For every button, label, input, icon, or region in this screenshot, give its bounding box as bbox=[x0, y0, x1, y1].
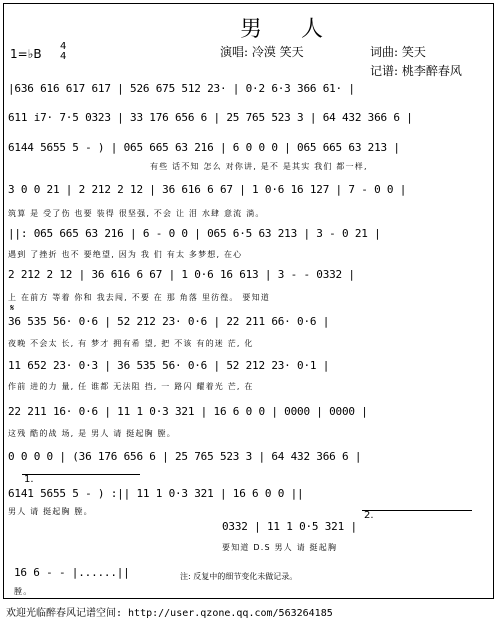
transcriber-credit: 记谱: 桃李醉春风 bbox=[370, 64, 462, 78]
score-line-13: 16 6 - - |......|| bbox=[14, 566, 130, 579]
score-line-7: 36 535 56· 0·6 | 52 212 23· 0·6 | 22 211 66· 0·6 | bbox=[8, 315, 330, 328]
volta-2-bracket bbox=[362, 510, 472, 511]
score-line-6: 2 212 2 12 | 36 616 6 67 | 1 0·6 16 613 | 3 - - 0332 | bbox=[8, 268, 355, 281]
lyric-line-11: 男人 请 挺起胸 膛。 bbox=[8, 507, 93, 516]
lyric-line-7: 夜晚 不会太 长, 有 梦才 拥有希 望, 把 不该 有的迷 茫, 化 bbox=[8, 339, 254, 348]
lyric-line-9: 这残 酷的战 场, 是 男人 请 挺起胸 膛。 bbox=[8, 429, 176, 438]
score-line-12: 0332 | 11 1 0·5 321 | bbox=[222, 520, 357, 533]
key-signature: 1=♭B bbox=[10, 47, 42, 61]
lyricist-credit: 词曲: 笑天 bbox=[370, 45, 426, 59]
lyric-line-3: 有些 话不知 怎么 对你讲, 是不 是其实 我们 都一样, bbox=[150, 162, 368, 171]
singer-credit: 演唱: 冷漠 笑天 bbox=[220, 45, 304, 59]
footer-credit: 欢迎光临醉春风记谱空间: http://user.qzone.qq.com/563264185 bbox=[6, 608, 333, 619]
score-line-3: 6144 5655 5 - ) | 065 665 63 216 | 6 0 0 0 | 065 665 63 213 | bbox=[8, 141, 400, 154]
lyric-line-12: 要知道 D.S 男人 请 挺起胸 bbox=[222, 543, 338, 552]
volta-1-label: 1. bbox=[24, 474, 34, 485]
lyric-line-5: 遇到 了挫折 也不 要绝望, 因为 我 们 有太 多梦想, 在心 bbox=[8, 250, 243, 259]
time-signature-bottom: 4 bbox=[60, 51, 67, 62]
remark-note: 注: 反复中的细节变化未做记录。 bbox=[180, 572, 298, 581]
volta-1-bracket bbox=[22, 474, 140, 475]
score-line-2: 611 i7· 7·5 0323 | 33 176 656 6 | 25 765 523 3 | 64 432 366 6 | bbox=[8, 111, 413, 124]
segno-sign: 𝄋 bbox=[10, 303, 15, 314]
lyric-line-6: 上 在前方 等着 你和 我去闯, 不要 在 那 角落 里彷徨。 要知道 bbox=[8, 293, 270, 302]
volta-2-label: 2. bbox=[364, 510, 374, 521]
score-line-8: 11 652 23· 0·3 | 36 535 56· 0·6 | 52 212 23· 0·1 | bbox=[8, 359, 330, 372]
lyric-line-13: 膛。 bbox=[14, 587, 33, 596]
lyric-line-8: 作前 进的力 量, 任 谁都 无法阻 挡, 一 路闪 耀着光 芒, 在 bbox=[8, 382, 254, 391]
score-line-9: 22 211 16· 0·6 | 11 1 0·3 321 | 16 6 0 0 | 0000 | 0000 | bbox=[8, 405, 368, 418]
time-signature bbox=[60, 42, 66, 62]
song-title: 男 人 bbox=[240, 17, 339, 42]
lyric-line-4: 筑算 是 受了伤 也要 装得 很坚强, 不会 让 泪 水肆 意流 淌。 bbox=[8, 209, 265, 218]
score-line-4: 3 0 0 21 | 2 212 2 12 | 36 616 6 67 | 1 0·6 16 127 | 7 - 0 0 | bbox=[8, 183, 407, 196]
score-line-5: ||: 065 665 63 216 | 6 - 0 0 | 065 6·5 63 213 | 3 - 0 21 | bbox=[8, 227, 381, 240]
score-line-1: |636 616 617 617 | 526 675 512 23· | 0·2 6·3 366 61· | bbox=[8, 82, 355, 95]
score-line-10: 0 0 0 0 | (36 176 656 6 | 25 765 523 3 | 64 432 366 6 | bbox=[8, 450, 362, 463]
score-line-11: 6141 5655 5 - ) :|| 11 1 0·3 321 | 16 6 0 0 || bbox=[8, 487, 304, 500]
time-signature-top: 4 bbox=[60, 41, 67, 52]
